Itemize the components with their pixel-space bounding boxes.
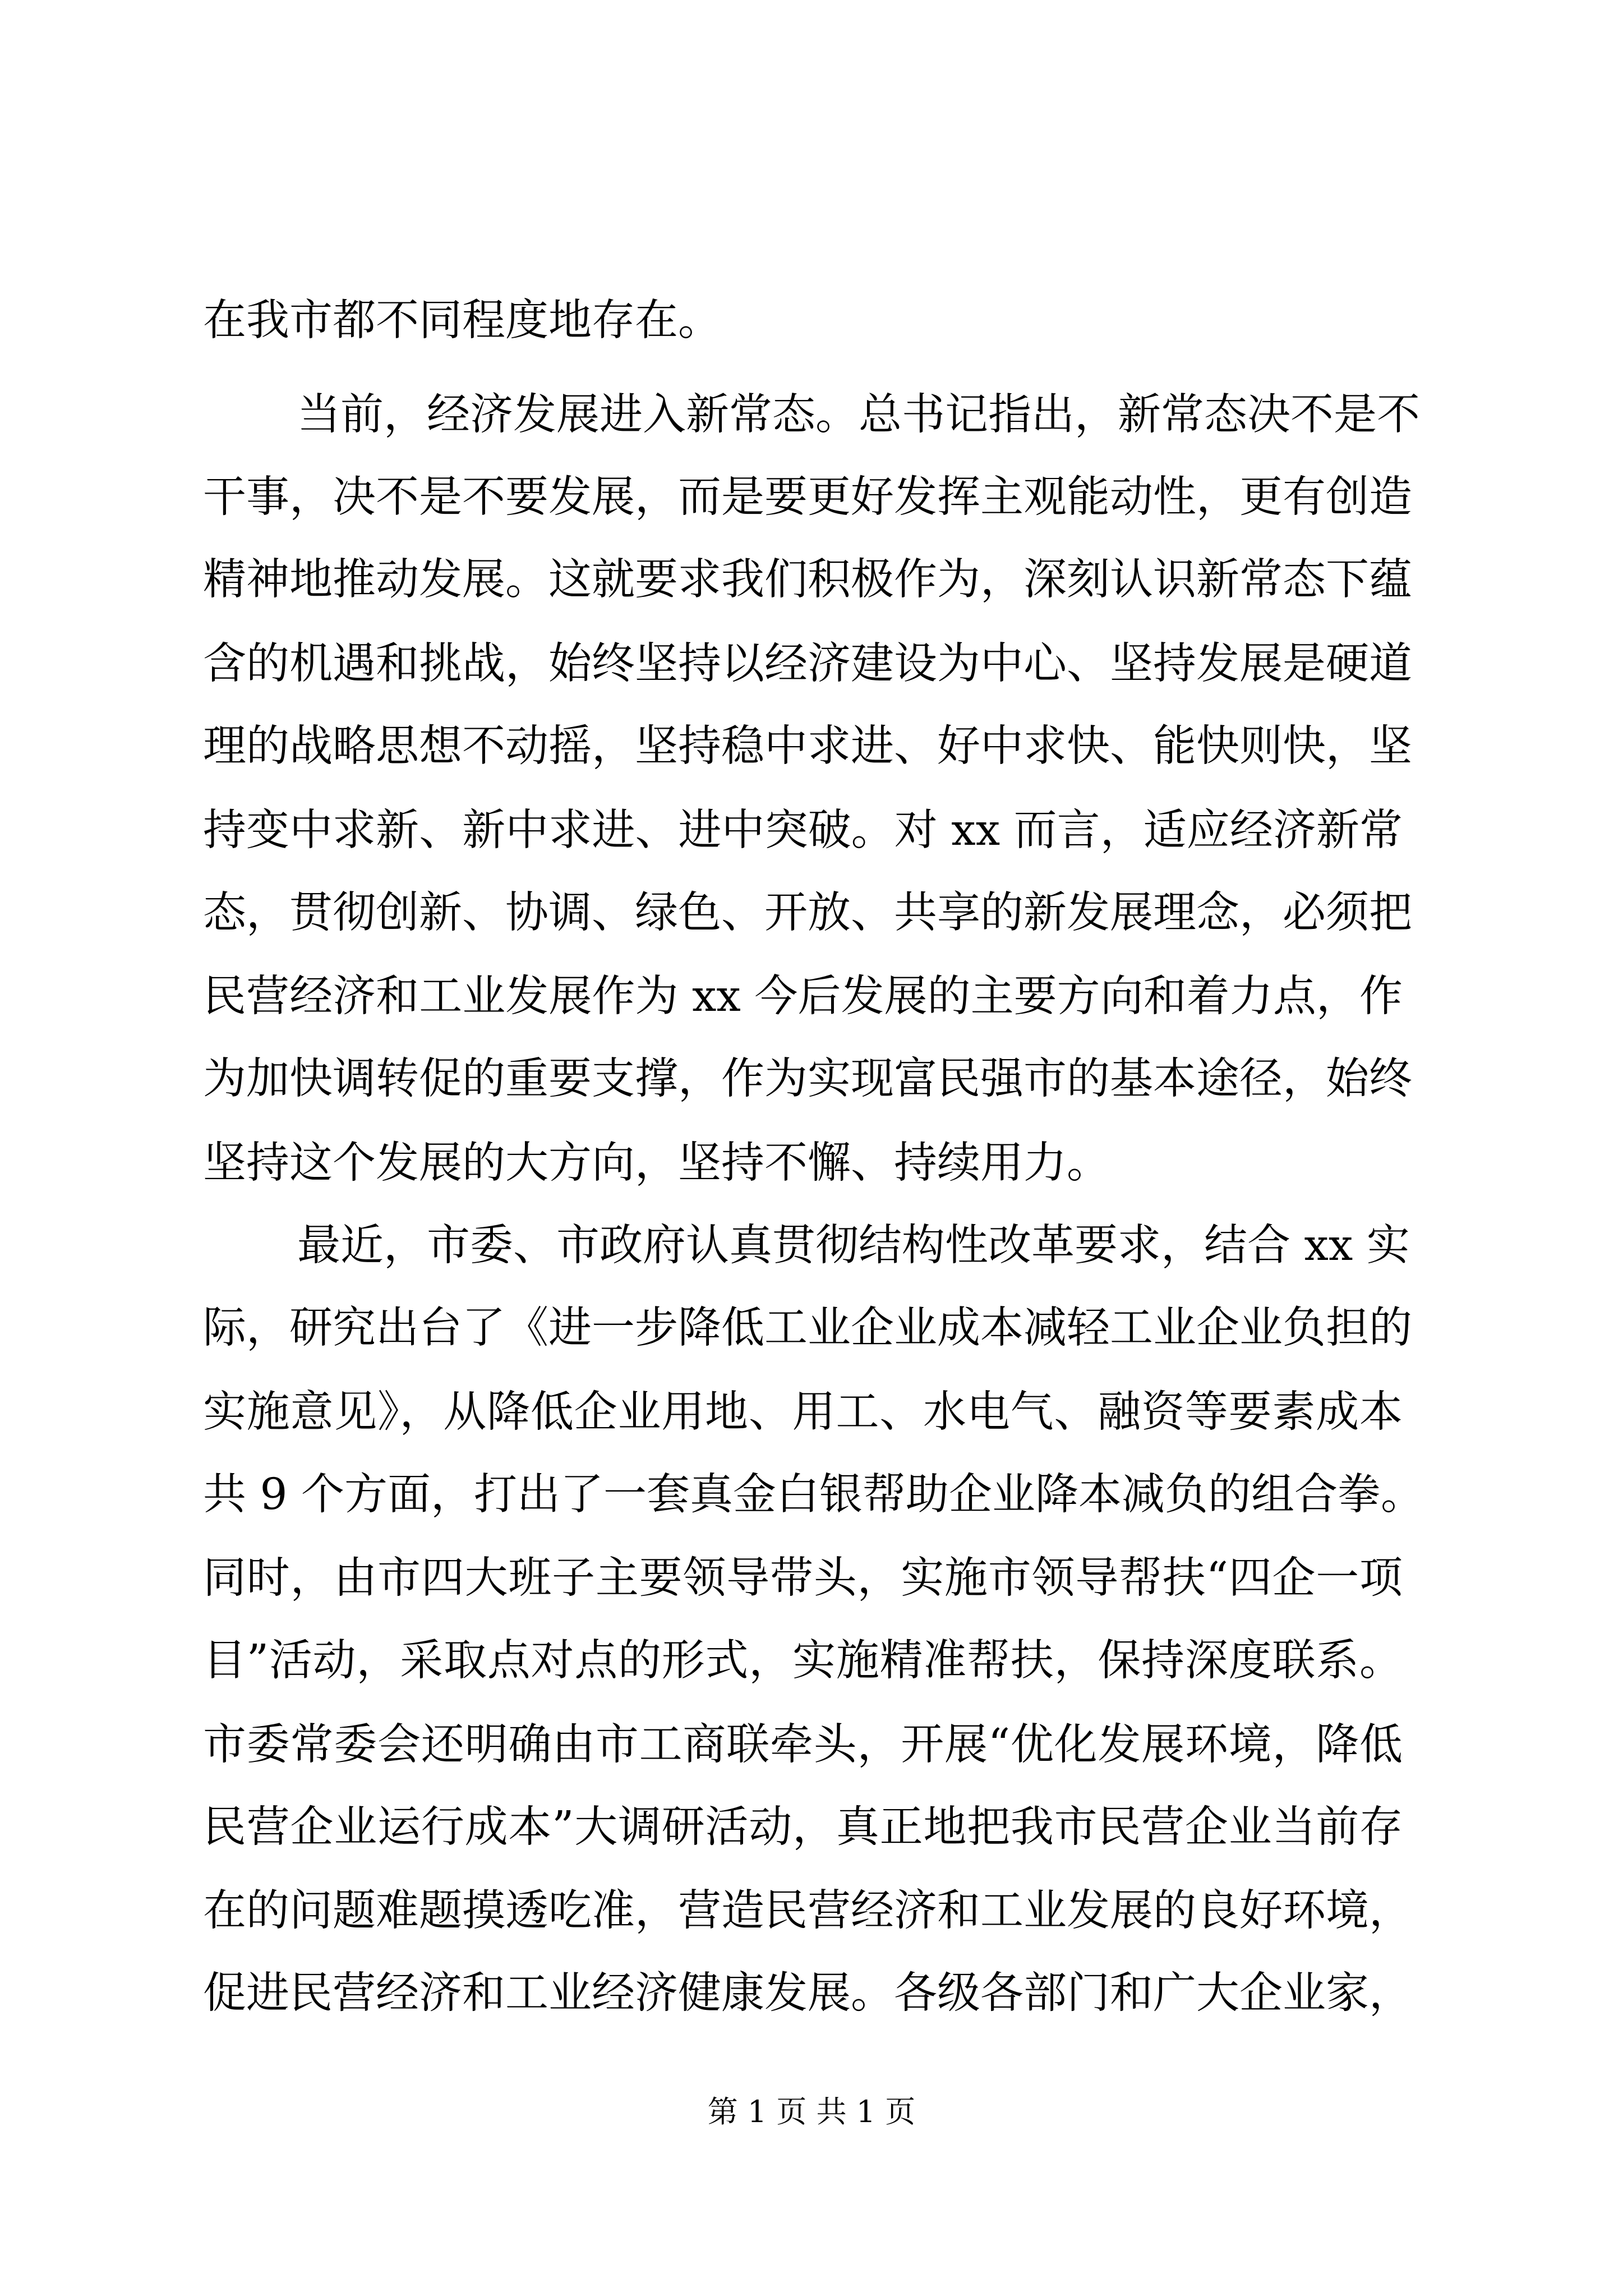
- paragraph-line: 民营企业运行成本”大调研活动，真正地把我市民营企业当前存: [203, 1802, 1403, 1852]
- paragraph-line: 含的机遇和挑战，始终坚持以经济建设为中心、坚持发展是硬道: [203, 639, 1412, 689]
- paragraph-line: 当前，经济发展进入新常态。总书记指出，新常态决不是不: [297, 390, 1420, 440]
- paragraph-line: 实施意见》，从降低企业用地、用工、水电气、融资等要素成本: [203, 1387, 1403, 1437]
- paragraph-line: 干事，决不是不要发展，而是要更好发挥主观能动性，更有创造: [203, 472, 1412, 522]
- paragraph-line: 在我市都不同程度地存在。: [203, 296, 721, 346]
- paragraph-line: 促进民营经济和工业经济健康发展。各级各部门和广大企业家，: [203, 1968, 1412, 2018]
- paragraph-line: 理的战略思想不动摇，坚持稳中求进、好中求快、能快则快，坚: [203, 721, 1412, 771]
- paragraph-line: 精神地推动发展。这就要求我们积极作为，深刻认识新常态下蕴: [203, 555, 1412, 605]
- paragraph-line: 为加快调转促的重要支撑，作为实现富民强市的基本途径，始终: [203, 1054, 1412, 1104]
- page-footer: 第 1 页 共 1 页: [707, 2094, 916, 2129]
- paragraph-line: 共 9 个方面，打出了一套真金白银帮助企业降本减负的组合拳。: [203, 1470, 1424, 1520]
- paragraph-line: 同时，由市四大班子主要领导带头，实施市领导帮扶“四企一项: [203, 1553, 1403, 1603]
- paragraph-line: 民营经济和工业发展作为 xx 今后发展的主要方向和着力点，作: [203, 972, 1403, 1022]
- paragraph-line: 在的问题难题摸透吃准，营造民营经济和工业发展的良好环境，: [203, 1886, 1412, 1936]
- paragraph-line: 最近，市委、市政府认真贯彻结构性改革要求，结合 xx 实: [297, 1221, 1410, 1271]
- paragraph-line: 态，贯彻创新、协调、绿色、开放、共享的新发展理念，必须把: [203, 888, 1412, 938]
- paragraph-line: 持变中求新、新中求进、进中突破。对 xx 而言，适应经济新常: [203, 806, 1403, 855]
- paragraph-line: 坚持这个发展的大方向，坚持不懈、持续用力。: [203, 1138, 1110, 1188]
- paragraph-line: 市委常委会还明确由市工商联牵头，开展“优化发展环境，降低: [203, 1720, 1403, 1770]
- paragraph-line: 际，研究出台了《进一步降低工业企业成本减轻工业企业负担的: [203, 1303, 1412, 1353]
- paragraph-line: 目”活动，采取点对点的形式，实施精准帮扶，保持深度联系。: [203, 1636, 1403, 1686]
